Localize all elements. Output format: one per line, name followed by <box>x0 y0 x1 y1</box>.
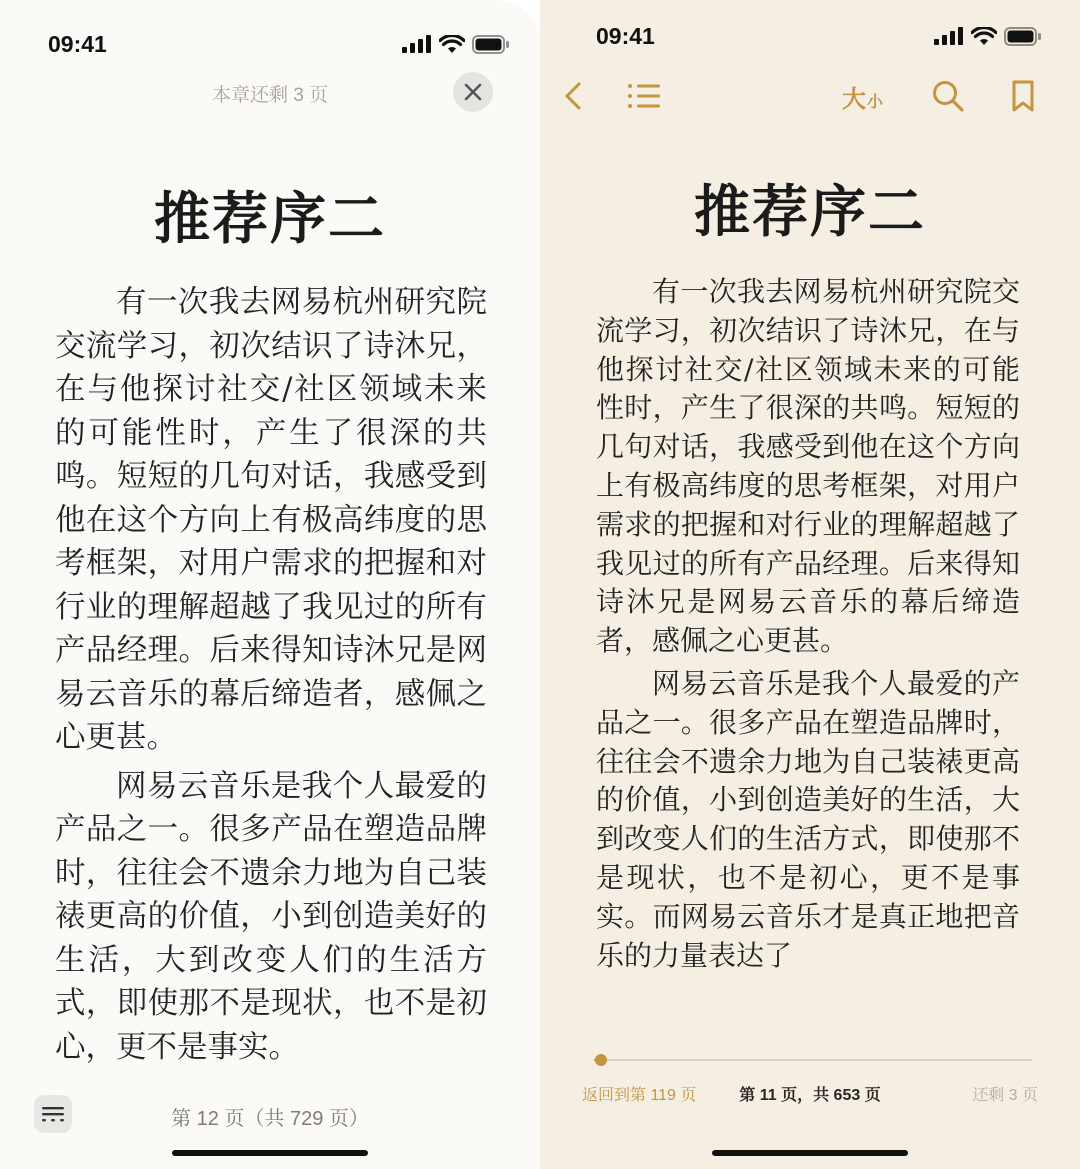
status-bar <box>0 24 540 64</box>
close-icon <box>464 83 482 101</box>
wifi-icon <box>439 35 465 54</box>
list-icon <box>627 83 661 109</box>
status-bar <box>596 16 1042 56</box>
bookmark-icon <box>1011 79 1035 113</box>
cellular-signal-icon <box>402 35 432 53</box>
right-phone <box>540 0 1080 1169</box>
chapter-title: 推荐序二 <box>694 179 926 245</box>
page-indicator: 第 12 页（共 729 页） <box>171 1108 369 1130</box>
chapter-remaining-label: 本章还剩 3 页 <box>211 85 329 106</box>
cellular-signal-icon <box>934 27 964 45</box>
chevron-left-icon <box>564 81 582 111</box>
font-size-button[interactable] <box>842 80 883 114</box>
home-indicator[interactable] <box>172 1150 368 1156</box>
pages-remaining-label: 还剩 3 页 <box>972 1087 1038 1104</box>
search-button[interactable] <box>930 78 966 114</box>
paragraph: 有一次我去网易杭州研究院交流学习，初次结识了诗沐兄，在与他探讨社交/社区领域未来的可能性时，产生了很深的共鸣。短短的几句对话，我感受到他在这个方向上有极高纬度的思考框架，对用户需求的把握和对行业的理解超越了我见过的所有产品经理。后来得知诗沐兄是网易云音乐的幕后缔造者，感佩之心更甚。 <box>55 285 487 755</box>
home-indicator[interactable] <box>712 1150 908 1156</box>
battery-icon <box>472 35 510 54</box>
font-size-small-label: 小 <box>867 92 884 111</box>
paragraph: 网易云音乐是我个人最爱的产品之一。很多产品在塑造品牌时，往往会不遗余力地为自己装裱更高的价值，小到创造美好的生活，大到改变人们的生活方式，即使那不是现状，也不是初心，更不是事实。 <box>55 768 487 1065</box>
page-indicator: 第 11 页，共 653 页 <box>739 1087 881 1104</box>
book-content <box>596 273 1020 1013</box>
status-time: 09:41 <box>48 30 107 57</box>
paragraph: 有一次我去网易杭州研究院交流学习，初次结识了诗沐兄，在与他探讨社交/社区领域未来的可能性时，产生了很深的共鸣。短短的几句对话，我感受到他在这个方向上有极高纬度的思考框架，对用户需求的把握和对行业的理解超越了我见过的所有产品经理。后来得知诗沐兄是网易云音乐的幕后缔造者，感佩之心更甚。 <box>596 275 1020 658</box>
status-icons <box>934 27 1042 46</box>
chapter-title: 推荐序二 <box>154 186 386 252</box>
close-button[interactable] <box>453 72 493 112</box>
font-size-big-label: 大 <box>842 85 866 113</box>
battery-icon <box>1004 27 1042 46</box>
back-button[interactable] <box>558 78 588 114</box>
wifi-icon <box>971 27 997 46</box>
progress-knob[interactable] <box>595 1054 607 1066</box>
book-content <box>55 281 487 1069</box>
bookmark-button[interactable] <box>1008 78 1038 114</box>
search-icon <box>932 80 964 112</box>
paragraph: 网易云音乐是我个人最爱的产品之一。很多产品在塑造品牌时，往往会不遗余力地为自己装裱更高的价值，小到创造美好的生活，大到改变人们的生活方式，即使那不是现状，也不是初心，更不是事实。而网易云音乐才是真正地把音乐的力量表达了 <box>596 666 1020 972</box>
status-time: 09:41 <box>596 22 655 49</box>
table-of-contents-button[interactable] <box>626 80 662 112</box>
reading-progress-slider[interactable] <box>594 1059 1032 1061</box>
return-to-page-link[interactable]: 返回到第 119 页 <box>582 1087 697 1104</box>
status-icons <box>402 35 510 54</box>
